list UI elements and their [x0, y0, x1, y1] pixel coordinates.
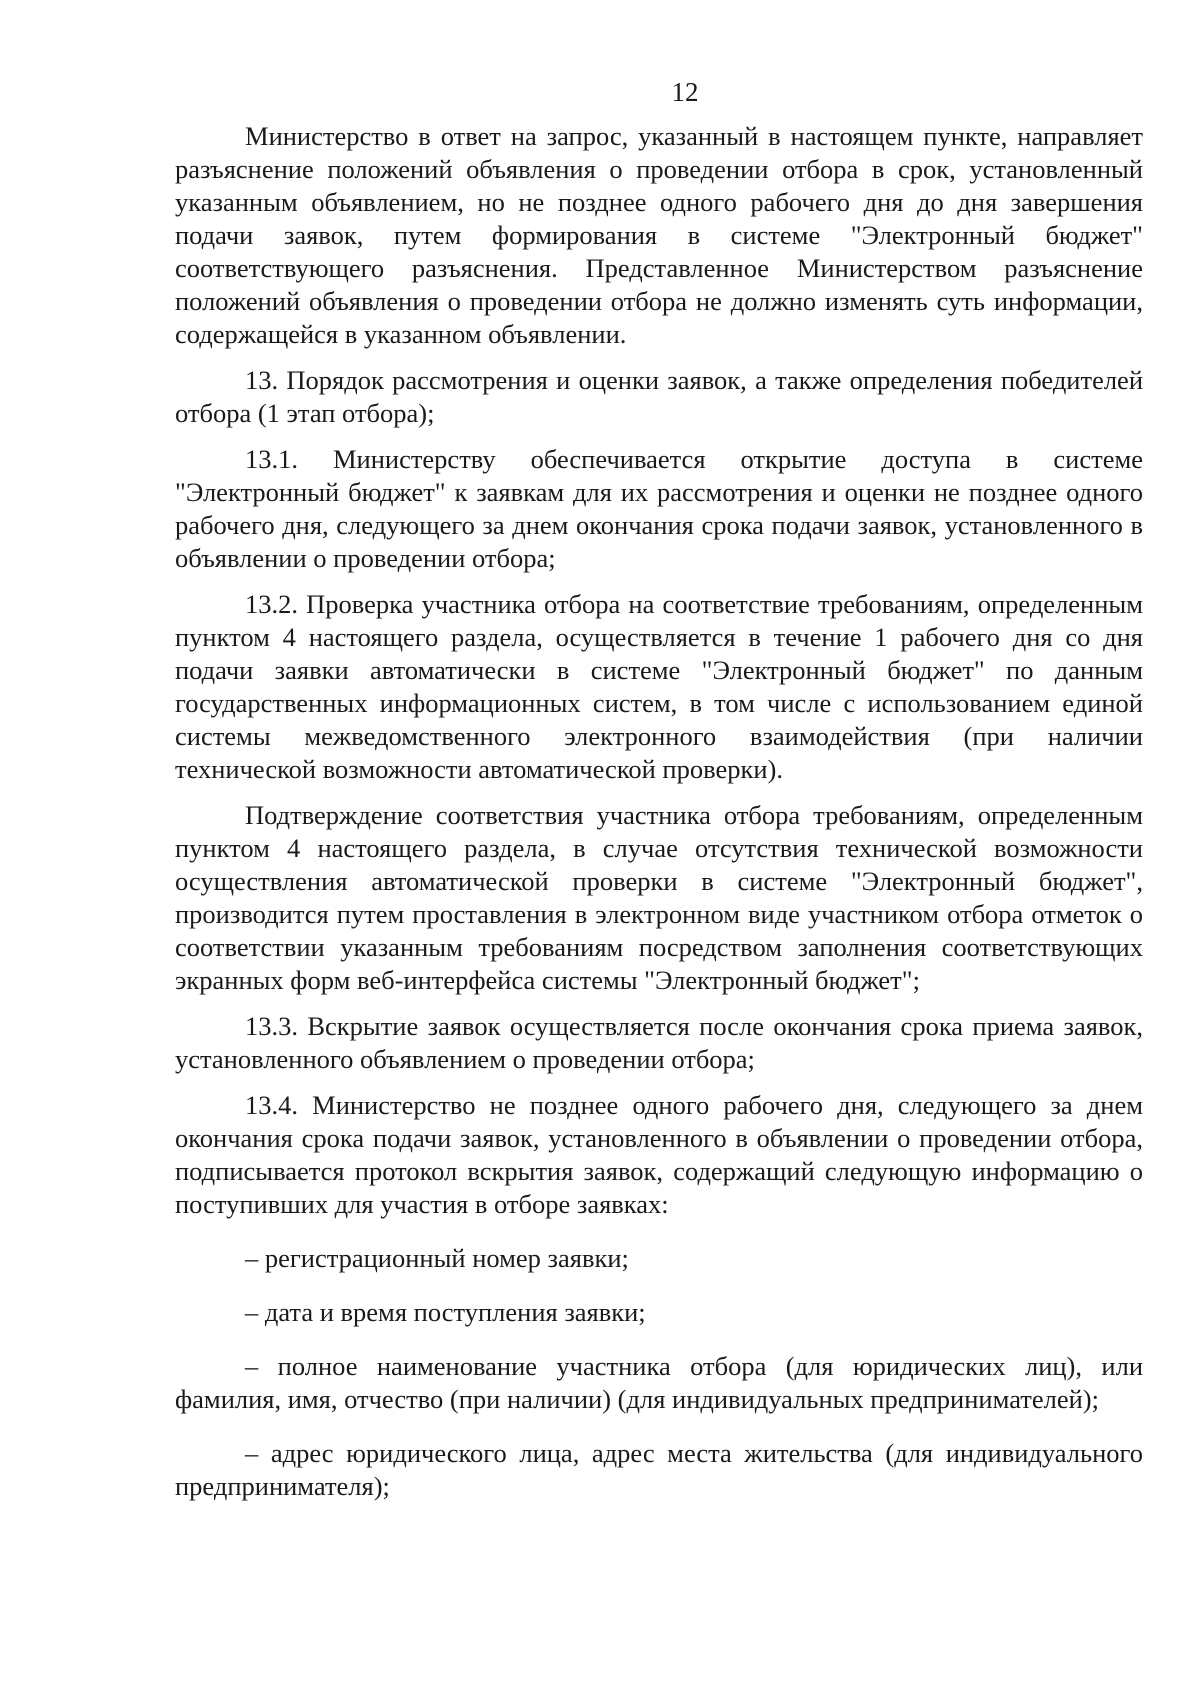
- list-item: – дата и время поступления заявки;: [245, 1297, 646, 1327]
- paragraph-13-3: 13.3. Вскрытие заявок осуществляется после окончания срока приема заявок, установленного объявлением о проведении отбора;: [175, 1011, 1143, 1074]
- page-number: 12: [671, 77, 699, 107]
- list-item: – полное наименование участника отбора (для юридических лиц), или фамилия, имя, отчество (при наличии) (для индивидуальных предпринимателей);: [175, 1351, 1143, 1414]
- paragraph-clarification: Министерство в ответ на запрос, указанный в настоящем пункте, направляет разъяснение положений объявления о проведении отбора в срок, установленный указанным объявлением, но не позднее одного рабочего дня до дня завершения подачи заявок, путем формирования в системе "Электронный бюджет" соответствующего разъяснения. Представленное Министерством разъяснение положений объявления о проведении отбора не должно изменять суть информации, содержащейся в указанном объявлении.: [175, 121, 1143, 349]
- protocol-info-list: [175, 1242, 1143, 1503]
- paragraph-13: 13. Порядок рассмотрения и оценки заявок, а также определения победителей отбора (1 этап отбора);: [175, 365, 1143, 428]
- paragraph-confirmation: Подтверждение соответствия участника отбора требованиям, определенным пунктом 4 настоящего раздела, в случае отсутствия технической возможности осуществления автоматической проверки в системе "Электронный бюджет", производится путем проставления в электронном виде участником отбора отметок о соответствии указанным требованиям посредством заполнения соответствующих экранных форм веб-интерфейса системы "Электронный бюджет";: [175, 800, 1143, 995]
- paragraph-13-4: 13.4. Министерство не позднее одного рабочего дня, следующего за днем окончания срока подачи заявок, установленного в объявлении о проведении отбора, подписывается протокол вскрытия заявок, содержащий следующую информацию о поступивших для участия в отборе заявках:: [175, 1090, 1143, 1219]
- paragraph-13-1: 13.1. Министерству обеспечивается открытие доступа в системе "Электронный бюджет" к заявкам для их рассмотрения и оценки не позднее одного рабочего дня, следующего за днем окончания срока подачи заявок, установленного в объявлении о проведении отбора;: [175, 444, 1143, 573]
- document-body: [175, 120, 1143, 1524]
- paragraph-13-2: 13.2. Проверка участника отбора на соответствие требованиям, определенным пунктом 4 настоящего раздела, осуществляется в течение 1 рабочего дня со дня подачи заявки автоматически в системе "Электронный бюджет" по данным государственных информационных систем, в том числе с использованием единой системы межведомственного электронного взаимодействия (при наличии технической возможности автоматической проверки).: [175, 589, 1143, 784]
- list-item: – адрес юридического лица, адрес места жительства (для индивидуального предпринимателя);: [175, 1438, 1143, 1501]
- list-item: – регистрационный номер заявки;: [245, 1243, 629, 1273]
